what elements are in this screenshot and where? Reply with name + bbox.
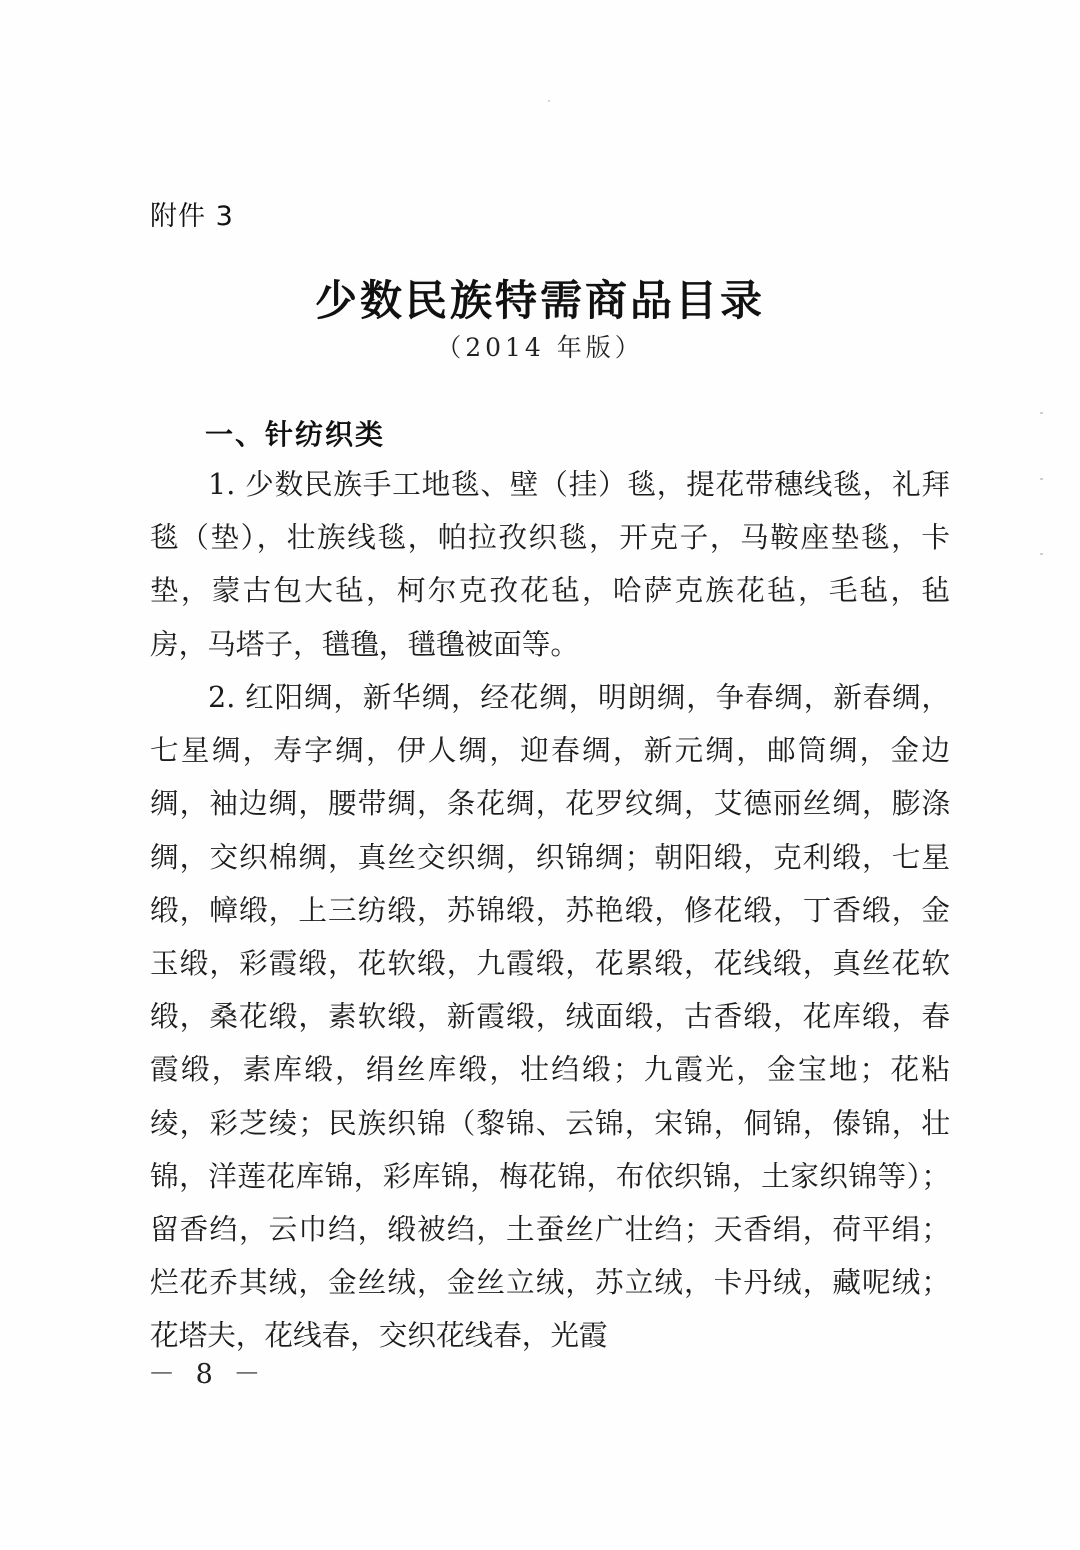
document-title: 少数民族特需商品目录: [314, 276, 765, 325]
scan-speck: [548, 100, 550, 102]
scan-speck: [1040, 553, 1043, 555]
document-subtitle: （2014 年版）: [436, 333, 644, 362]
page-number: － 8 －: [148, 1359, 267, 1390]
section-heading: 一、针纺织类: [205, 418, 386, 451]
scan-speck: [1040, 478, 1043, 480]
paragraph-2: 2. 红阳绸，新华绸，经花绸，明朗绸，争春绸，新春绸，七星绸，寿字绸，伊人绸，迎春绸，新元绸，邮筒绸，金边绸，袖边绸，腰带绸，条花绸，花罗纹绸，艾德丽丝绸，膨涤绸，交织棉绸，真丝交织绸，织锦绸；朝阳缎，克利缎，七星缎，幛缎，上三纺缎，苏锦缎，苏艳缎，修花缎，丁香缎，金玉缎，彩霞缎，花软缎，九霞缎，花累缎，花线缎，真丝花软缎，桑花缎，素软缎，新霞缎，绒面缎，古香缎，花库缎，春霞缎，素库缎，绢丝库缎，壮绉缎；九霞光，金宝地；花粘绫，彩芝绫；民族织锦（黎锦、云锦，宋锦，侗锦，傣锦，壮锦，洋莲花库锦，彩库锦，梅花锦，布依织锦，土家织锦等）；留香绉，云巾绉，缎被绉，土蚕丝广壮绉；天香绢，荷平绢；烂花乔其绒，金丝绒，金丝立绒，苏立绒，卡丹绒，藏呢绒；花塔夫，花线春，交织花线春，光霞: [150, 680, 950, 1353]
attachment-label: 附件 3: [150, 201, 234, 232]
paragraph-1: 1. 少数民族手工地毯、壁（挂）毯，提花带穗线毯，礼拜毯（垫），壮族线毯，帕拉孜织毯，开克子，马鞍座垫毯，卡垫，蒙古包大毡，柯尔克孜花毡，哈萨克族花毡，毛毡，毡房，马塔子，氆氇，氆氇被面等。: [150, 467, 950, 661]
scan-speck: [1040, 412, 1043, 414]
